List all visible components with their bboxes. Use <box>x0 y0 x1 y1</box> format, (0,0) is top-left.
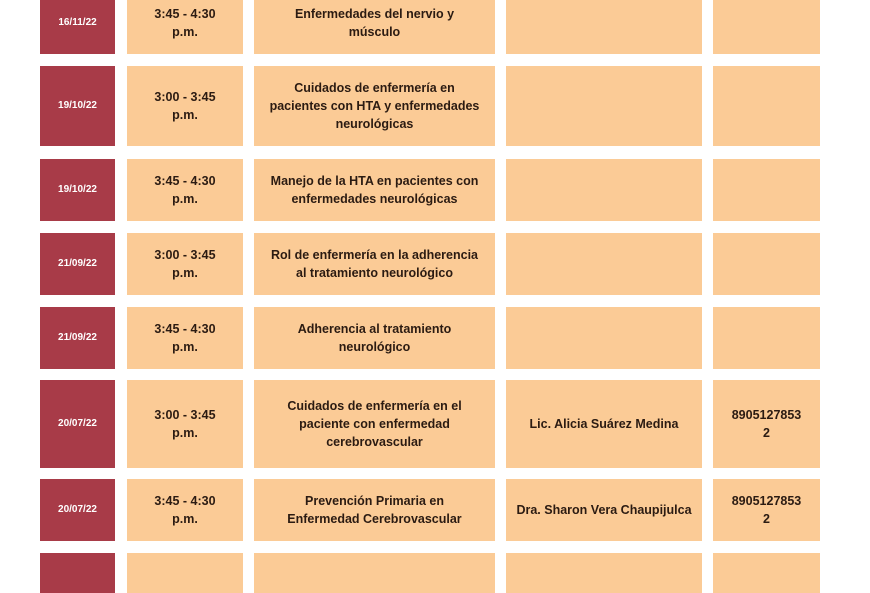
speaker-cell <box>506 159 702 221</box>
time-cell <box>127 66 243 146</box>
time-cell-text: 3:45 - 4:30 p.m. <box>154 174 216 206</box>
topic-cell <box>254 553 495 593</box>
topic-cell-text: Manejo de la HTA en pacientes con enfermedades neurológicas <box>270 174 479 206</box>
speaker-cell <box>506 307 702 369</box>
topic-cell <box>254 0 495 54</box>
speaker-cell <box>506 380 702 468</box>
speaker-cell <box>506 233 702 295</box>
time-cell-text: 3:45 - 4:30 p.m. <box>154 322 216 354</box>
speaker-cell <box>506 66 702 146</box>
date-cell <box>40 553 115 593</box>
speaker-cell <box>506 0 702 54</box>
topic-cell <box>254 233 495 295</box>
code-cell <box>713 0 820 54</box>
date-cell <box>40 0 115 54</box>
code-cell-text: 8905127853 2 <box>731 408 802 440</box>
code-cell <box>713 307 820 369</box>
code-cell <box>713 380 820 468</box>
date-cell <box>40 380 115 468</box>
date-cell <box>40 66 115 146</box>
time-cell <box>127 233 243 295</box>
date-cell-text: 19/10/22 <box>58 184 97 195</box>
date-cell <box>40 307 115 369</box>
speaker-cell-text: Dra. Sharon Vera Chaupijulca <box>516 503 692 517</box>
date-cell-text: 20/07/22 <box>58 418 97 429</box>
topic-cell <box>254 66 495 146</box>
date-cell-text: 16/11/22 <box>58 17 97 28</box>
code-cell <box>713 66 820 146</box>
topic-cell-text: Prevención Primaria en Enfermedad Cerebrovascular <box>287 494 462 526</box>
time-cell <box>127 159 243 221</box>
topic-cell-text: Cuidados de enfermería en el paciente con enfermedad cerebrovascular <box>287 399 462 449</box>
time-cell <box>127 380 243 468</box>
topic-cell-text: Enfermedades del nervio y músculo <box>294 7 455 39</box>
topic-cell <box>254 307 495 369</box>
date-cell <box>40 479 115 541</box>
time-cell-text: 3:00 - 3:45 p.m. <box>154 90 216 122</box>
time-cell <box>127 479 243 541</box>
code-cell <box>713 553 820 593</box>
date-cell-text: 20/07/22 <box>58 504 97 515</box>
topic-cell <box>254 159 495 221</box>
time-cell <box>127 553 243 593</box>
topic-cell-text: Cuidados de enfermería en pacientes con HTA y enfermedades neurológicas <box>269 81 480 131</box>
topic-cell-text: Rol de enfermería en la adherencia al tratamiento neurológico <box>270 248 479 280</box>
date-cell-text: 19/10/22 <box>58 100 97 111</box>
speaker-cell-text: Lic. Alicia Suárez Medina <box>529 417 679 431</box>
date-cell <box>40 233 115 295</box>
date-cell-text: 21/09/22 <box>58 332 97 343</box>
date-cell-text: 21/09/22 <box>58 258 97 269</box>
time-cell-text: 3:00 - 3:45 p.m. <box>154 408 216 440</box>
time-cell-text: 3:00 - 3:45 p.m. <box>154 248 216 280</box>
code-cell <box>713 233 820 295</box>
topic-cell <box>254 380 495 468</box>
code-cell <box>713 159 820 221</box>
time-cell-text: 3:45 - 4:30 p.m. <box>154 7 216 39</box>
date-cell <box>40 159 115 221</box>
code-cell <box>713 479 820 541</box>
speaker-cell <box>506 553 702 593</box>
time-cell <box>127 307 243 369</box>
time-cell-text: 3:45 - 4:30 p.m. <box>154 494 216 526</box>
topic-cell <box>254 479 495 541</box>
code-cell-text: 8905127853 2 <box>731 494 802 526</box>
time-cell <box>127 0 243 54</box>
topic-cell-text: Adherencia al tratamiento neurológico <box>297 322 452 354</box>
speaker-cell <box>506 479 702 541</box>
